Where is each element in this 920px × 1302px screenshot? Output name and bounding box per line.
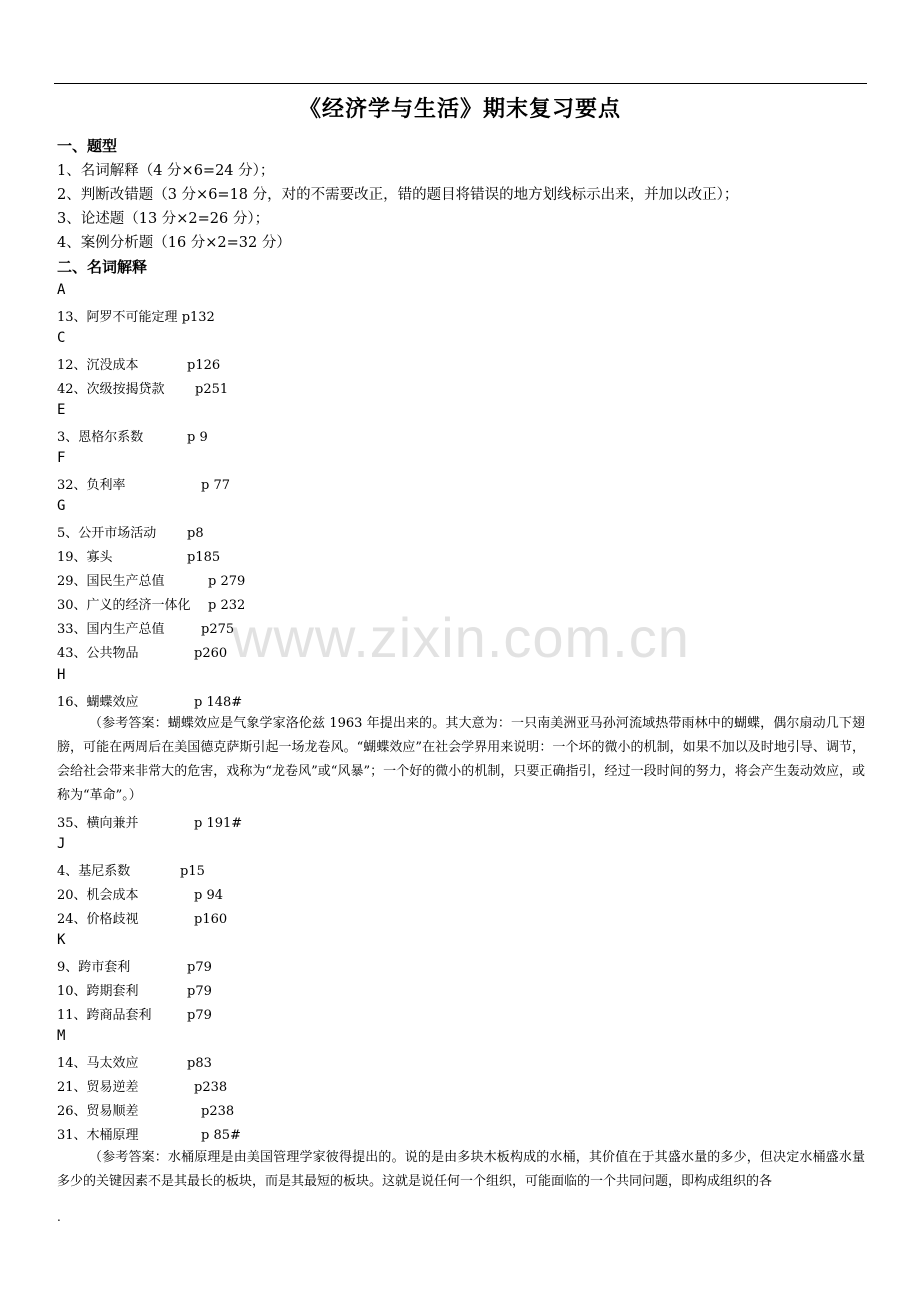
term-page: p275 — [201, 622, 235, 637]
letter-heading-h: H — [57, 667, 66, 683]
term-page: p 94 — [194, 888, 223, 903]
term-page: p79 — [187, 960, 212, 975]
term-page: p15 — [180, 864, 205, 879]
term-item — [57, 570, 245, 589]
term-name: 9、跨市套利 — [57, 960, 131, 975]
bucket-principle-note: （参考答案：水桶原理是由美国管理学家彼得提出的。说的是由多块木板构成的水桶，其价值在于其盛水量的多少，但决定水桶盛水量多少的关键因素不是其最长的板块，而是其最短的板块。这就是说任何一个组织，可能面临的一个共同问题，即构成组织的各 — [57, 1150, 865, 1189]
watermark: www.zixin.com.cn — [232, 606, 690, 669]
term-name: 29、国民生产总值 — [57, 574, 165, 589]
term-item — [57, 546, 220, 565]
term-item — [57, 1100, 234, 1119]
section-heading-terms: 二、名词解释 — [57, 258, 148, 276]
term-name: 24、价格歧视 — [57, 912, 139, 927]
term-name: 26、贸易顺差 — [57, 1104, 139, 1119]
term-name: 12、沉没成本 — [57, 358, 139, 373]
term-name: 19、寡头 — [57, 550, 113, 565]
term-name: 5、公开市场活动 — [57, 526, 157, 541]
term-name: 13、阿罗不可能定理 — [57, 310, 178, 325]
term-page: p 191# — [194, 816, 243, 831]
term-page: p8 — [187, 526, 204, 541]
type-line-3: 3、论述题（13 分×2=26 分）； — [57, 211, 270, 227]
letter-heading-g: G — [57, 498, 66, 514]
term-name: 21、贸易逆差 — [57, 1080, 139, 1095]
type-line-2: 2、判断改错题（3 分×6=18 分，对的不需要改正，错的题目将错误的地方划线标示出来，并加以改正）； — [57, 187, 739, 203]
term-item — [57, 812, 242, 831]
term-item — [57, 354, 220, 373]
term-page: p238 — [194, 1080, 228, 1095]
term-name: 11、跨商品套利 — [57, 1008, 152, 1023]
term-name: 33、国内生产总值 — [57, 622, 165, 637]
term-item — [57, 860, 205, 879]
term-name: 31、木桶原理 — [57, 1128, 139, 1143]
letter-heading-j: J — [57, 836, 66, 852]
term-name: 10、跨期套利 — [57, 984, 139, 999]
term-page: p185 — [187, 550, 221, 565]
term-page: p260 — [194, 646, 228, 661]
term-item — [57, 884, 223, 903]
term-page: p 85# — [201, 1128, 241, 1143]
term-page: p79 — [187, 1008, 212, 1023]
term-name: 16、蝴蝶效应 — [57, 695, 139, 710]
term-page: p83 — [187, 1056, 212, 1071]
term-name: 14、马太效应 — [57, 1056, 139, 1071]
letter-heading-e: E — [57, 402, 66, 418]
term-item — [57, 956, 212, 975]
butterfly-effect-note: （参考答案：蝴蝶效应是气象学家洛伦兹 1963 年提出来的。其大意为：一只南美洲亚马孙河流域热带雨林中的蝴蝶，偶尔扇动几下翅膀，可能在两周后在美国德克萨斯引起一场龙卷风。“蝴蝶效应”在社会学界用来说明：一个坏的微小的机制，如果不加以及时地引导、调节，会给社会带来非常大的危害，戏称为“龙卷风”或“风暴”；一个好的微小的机制，只要正确指引，经过一段时间的努力，将会产生轰动效应，或称为“革命”。） — [57, 716, 865, 803]
term-page: p 77 — [201, 478, 230, 493]
section-heading-types: 一、题型 — [57, 137, 118, 155]
term-item — [57, 1052, 212, 1071]
term-item — [57, 691, 242, 710]
term-item — [57, 642, 227, 661]
term-name: 4、基尼系数 — [57, 864, 131, 879]
term-item — [57, 618, 234, 637]
term-item — [57, 522, 204, 541]
term-name: 32、负利率 — [57, 478, 126, 493]
term-item — [57, 378, 228, 397]
term-name: 20、机会成本 — [57, 888, 139, 903]
letter-heading-k: K — [57, 932, 66, 948]
term-name: 42、次级按揭贷款 — [57, 382, 165, 397]
term-item — [57, 1004, 212, 1023]
term-item — [57, 908, 227, 927]
term-name: 3、恩格尔系数 — [57, 430, 144, 445]
term-name: 30、广义的经济一体化 — [57, 598, 191, 613]
term-item — [57, 1076, 227, 1095]
header-rule — [54, 83, 867, 84]
term-page: p79 — [187, 984, 212, 999]
type-line-4: 4、案例分析题（16 分×2=32 分） — [57, 235, 291, 251]
term-page: p126 — [187, 358, 221, 373]
term-page: p 148# — [194, 695, 243, 710]
term-item — [57, 1124, 241, 1143]
term-name: 43、公共物品 — [57, 646, 139, 661]
letter-heading-c: C — [57, 330, 66, 346]
term-page: p238 — [201, 1104, 235, 1119]
term-page: p160 — [194, 912, 228, 927]
term-page: p 232 — [208, 598, 246, 613]
type-line-1: 1、名词解释（4 分×6=24 分）； — [57, 163, 275, 179]
term-page: p 279 — [208, 574, 246, 589]
footer-mark: . — [57, 1210, 61, 1224]
term-item — [57, 426, 208, 445]
term-page: p251 — [195, 382, 229, 397]
term-item — [57, 594, 245, 613]
document-title: 《经济学与生活》期末复习要点 — [298, 96, 621, 122]
term-page: p 9 — [187, 430, 208, 445]
letter-heading-f: F — [57, 450, 66, 466]
term-item — [57, 306, 215, 325]
term-item — [57, 980, 212, 999]
term-page: p132 — [181, 310, 215, 325]
term-name: 35、横向兼并 — [57, 816, 139, 831]
letter-heading-m: M — [57, 1028, 66, 1044]
term-item — [57, 474, 230, 493]
letter-heading-a: A — [57, 282, 66, 298]
